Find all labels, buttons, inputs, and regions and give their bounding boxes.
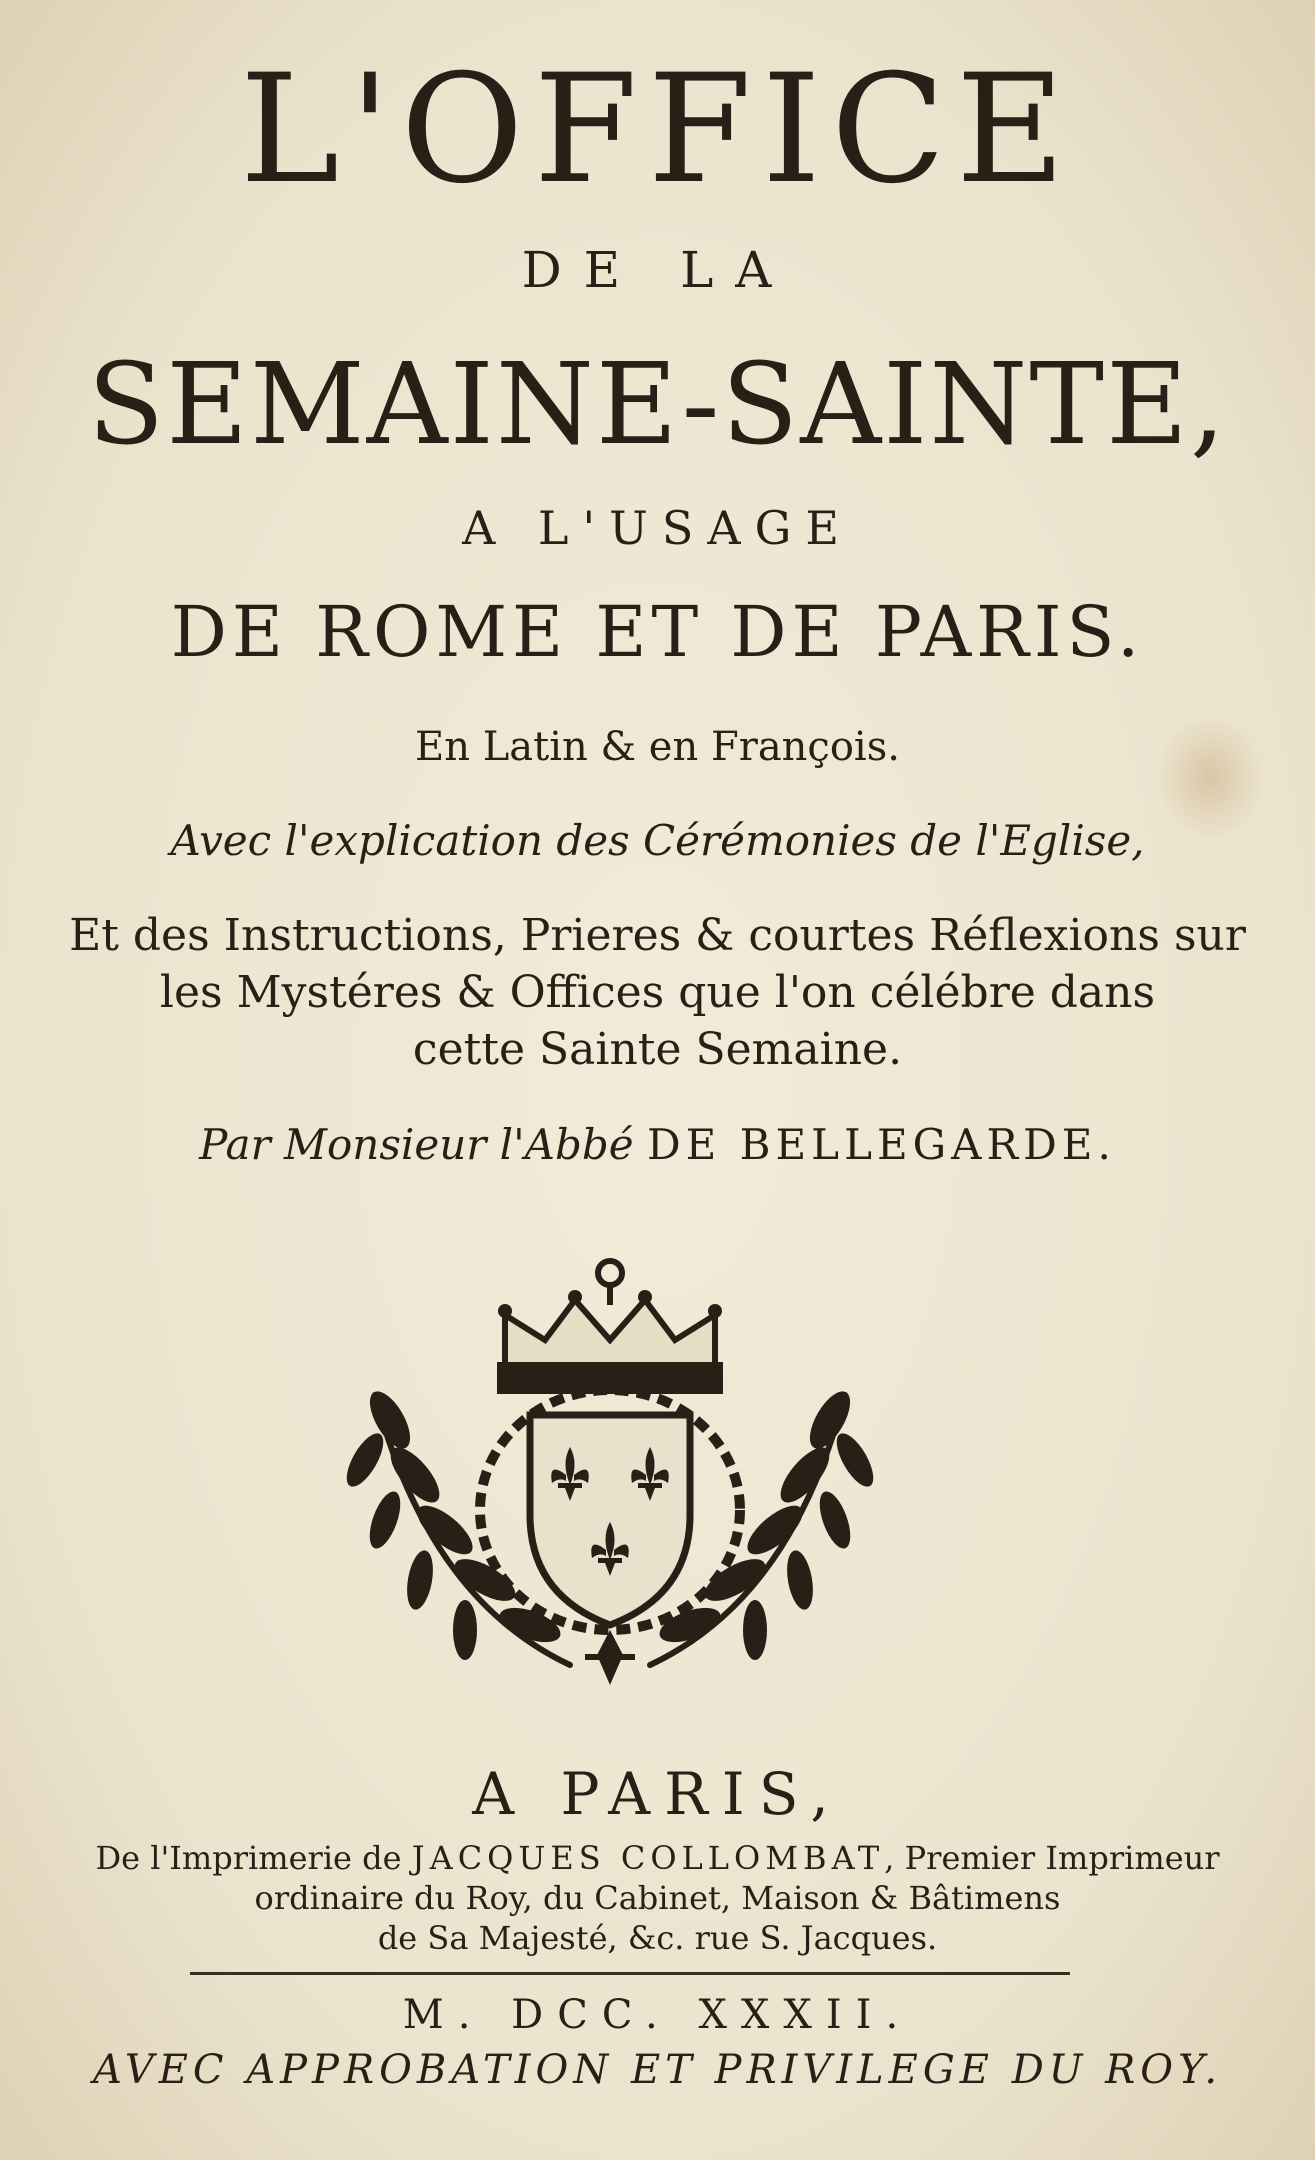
royal-arms-fleur-de-lis-icon (345, 1245, 875, 1705)
author-name: DE BELLEGARDE. (646, 1120, 1116, 1169)
imprint-printer-line-2: ordinaire du Roy, du Cabinet, Maison & Bâtimens (254, 1879, 1061, 1917)
imprint-printer-line-3: de Sa Majesté, &c. rue S. Jacques. (377, 1919, 938, 1957)
subtitle-latin: En Latin & en François. (415, 724, 900, 770)
title-rome-paris: DE ROME ET DE PARIS. (170, 591, 1145, 673)
imprint-approbation: AVEC APPROBATION ET PRIVILEGE DU ROY. (92, 2047, 1223, 2093)
main-title: L'OFFICE (239, 43, 1076, 217)
imprint-printer-post: , Premier Imprimeur (884, 1839, 1220, 1877)
title-usage: A L'USAGE (462, 501, 853, 555)
subtitle-instructions-1: Et des Instructions, Prieres & courtes Réflexions sur (69, 910, 1246, 961)
imprint-printer-name: JACQUES COLLOMBAT (411, 1839, 885, 1877)
divider-rule (190, 1972, 1070, 1975)
subtitle-instructions-2: les Mystéres & Offices que l'on célébre dans (159, 967, 1156, 1018)
imprint-printer-pre: De l'Imprimerie de (95, 1839, 402, 1877)
author-prefix: Par Monsieur l'Abbé (199, 1120, 634, 1169)
imprint-year: M. DCC. XXXII. (402, 1992, 913, 2038)
title-semaine-sainte: SEMAINE-SAINTE, (87, 340, 1228, 470)
imprint-printer-line-1 (0, 1838, 1315, 1878)
subtitle-instructions-3: cette Sainte Semaine. (412, 1024, 903, 1075)
imprint-city: A PARIS, (472, 1760, 843, 1828)
subtitle-avec: Avec l'explication des Cérémonies de l'Eglise, (170, 816, 1145, 865)
author-line (0, 1118, 1315, 1172)
title-de-la: DE LA (521, 241, 794, 299)
